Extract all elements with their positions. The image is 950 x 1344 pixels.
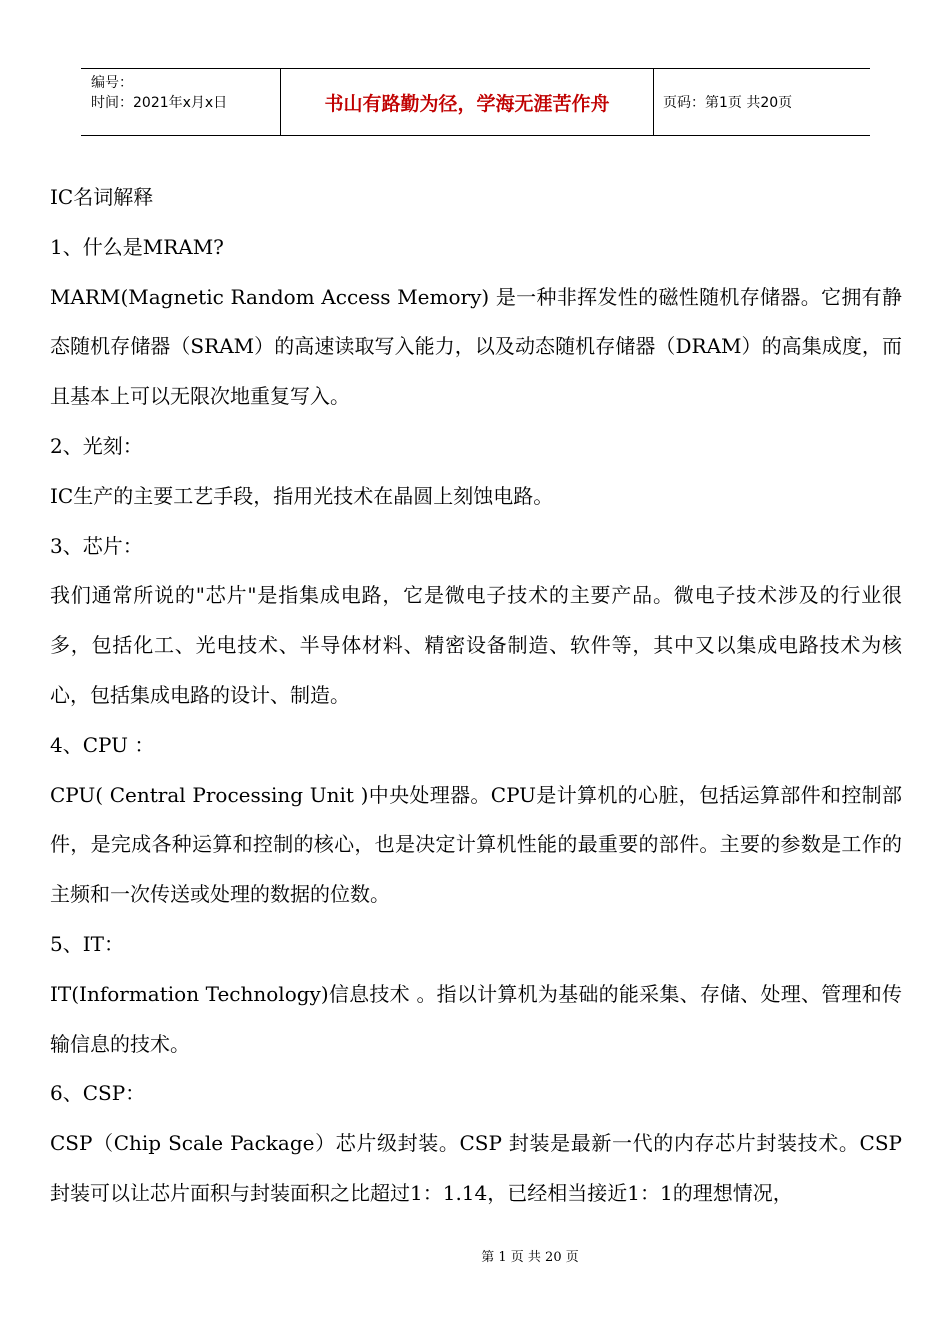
section-heading-it: 5、IT： [50,931,124,956]
motto-text: 书山有路勤为径，学海无涯苦作舟 [324,92,610,115]
time-label: 时间：2021年x月x日 [91,95,228,111]
section-body-it: IT(Information Technology)信息技术 。指以计算机为基础的能采集、存储、处理、管理和传输信息的技术。 [50,981,902,1056]
section-heading-cpu: 4、CPU ： [50,732,155,757]
page-label: 页码：第1页 共20页 [663,95,793,111]
section-heading-lithography: 2、光刻： [50,433,143,458]
header-page-cell [654,69,870,135]
number-label: 编号： [91,75,133,91]
document-body [50,173,902,1219]
header-table [81,68,870,136]
section-heading-csp: 6、CSP： [50,1081,146,1106]
document-title: IC名词解释 [50,185,154,209]
section-body-csp: CSP（Chip Scale Package）芯片级封装。CSP 封装是最新一代的内存芯片封装技术。CSP封装可以让芯片面积与封装面积之比超过1：1.14，已经相当接近1：1的理想情况， [50,1131,902,1205]
page-footer: 第 1 页 共 20 页 [481,1250,579,1265]
header-meta-cell [81,69,281,135]
section-body-lithography: IC生产的主要工艺手段，指用光技术在晶圆上刻蚀电路。 [50,483,554,508]
section-heading-mram: 1、什么是MRAM? [50,234,224,259]
header-motto-cell [281,69,654,135]
section-body-cpu: CPU( Central Processing Unit )中央处理器。CPU是计算机的心脏，包括运算部件和控制部件，是完成各种运算和控制的核心，也是决定计算机性能的最重要的部件。主要的参数是工作的主频和一次传送或处理的数据的位数。 [50,782,902,907]
section-body-mram: MARM(Magnetic Random Access Memory) 是一种非挥发性的磁性随机存储器。它拥有静态随机存储器（SRAM）的高速读取写入能力，以及动态随机存储器（DRAM）的高集成度，而且基本上可以无限次地重复写入。 [50,284,902,409]
section-body-chip: 我们通常所说的"芯片"是指集成电路，它是微电子技术的主要产品。微电子技术涉及的行业很多，包括化工、光电技术、半导体材料、精密设备制造、软件等，其中又以集成电路技术为核心，包括集成电路的设计、制造。 [50,583,902,707]
section-heading-chip: 3、芯片： [50,533,143,558]
